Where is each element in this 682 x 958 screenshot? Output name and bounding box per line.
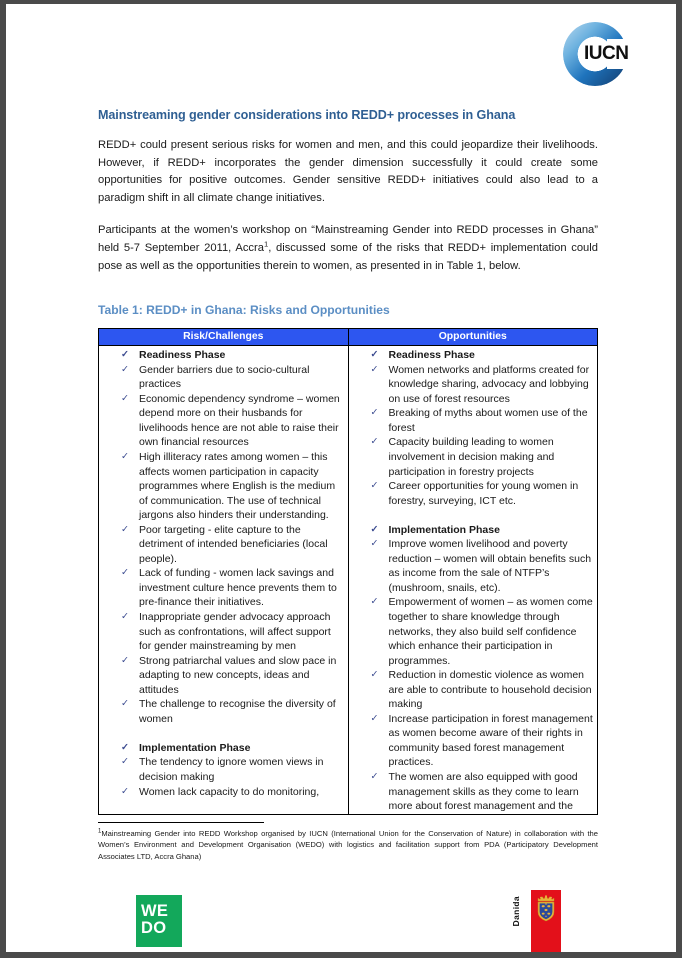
wedo-logo-line1: WE	[141, 902, 169, 920]
wedo-logo	[136, 895, 182, 947]
list-item	[353, 595, 594, 668]
list-item	[353, 363, 594, 407]
checkmark-icon: ✓	[121, 392, 129, 404]
list-item-label: The challenge to recognise the diversity of women	[139, 698, 336, 725]
risks-opportunities-table	[98, 328, 598, 814]
table-header-row	[99, 329, 598, 346]
table-header-risks: Risk/Challenges	[99, 329, 349, 346]
footnote-body: Mainstreaming Gender into REDD Workshop organised by IUCN (International Union for the Conservation of Nature) in collaboration with the Women’s Environment and Development Organisation (WEDO) with logistics and facilitation support from PDA (Participatory Development Associates LTD, Accra Ghana)	[98, 829, 598, 861]
footnote-separator	[98, 822, 264, 823]
intro-paragraph: REDD+ could present serious risks for women and men, and this could jeopardize their livelihoods. However, if REDD+ incorporates the gender dimension successfully it could create some opportunities for positive outcomes. Gender sensitive REDD+ initiatives could also lead to a paradigm shift in all climate change initiatives.	[98, 139, 598, 204]
danida-logo	[511, 890, 583, 952]
checkmark-icon: ✓	[121, 654, 129, 666]
list-item-label: Strong patriarchal values and slow pace in adapting to new concepts, ideas and attitudes	[139, 654, 337, 696]
list-item-label: Implementation Phase	[388, 523, 500, 536]
checkmark-icon: ✓	[121, 611, 129, 622]
list-item	[103, 523, 344, 567]
danish-coat-of-arms-icon	[534, 894, 558, 922]
list-item-label: High illiteracy rates among women – this affects women participation in capacity programmes where English is the medium of communication. The use of technical jargons also hinders their understanding.	[139, 450, 336, 522]
list-item	[353, 537, 594, 595]
list-item-label: Readiness Phase	[388, 349, 475, 362]
checkmark-icon: ✓	[121, 349, 129, 361]
table-header-opportunities: Opportunities	[348, 329, 598, 346]
checkmark-icon: ✓	[121, 567, 129, 579]
list-item	[103, 566, 344, 610]
list-item	[103, 654, 344, 698]
checkmark-icon: ✓	[121, 363, 129, 375]
checkmark-icon: ✓	[370, 523, 379, 535]
iucn-logo-text: IUCN	[584, 43, 629, 64]
danida-banner	[531, 890, 561, 952]
document-body	[98, 4, 598, 815]
checkmark-icon: ✓	[370, 407, 379, 419]
list-item	[103, 363, 344, 392]
list-item-label: Lack of funding - women lack savings and investment culture hence prevents them to pre-finance their initiatives.	[139, 567, 337, 609]
checkmark-icon: ✓	[370, 480, 379, 492]
checkmark-icon: ✓	[370, 596, 379, 608]
footnote-reference[interactable]: 1	[263, 239, 269, 249]
list-item-label: Empowerment of women – as women come together to share knowledge through networks, they also build self confidence which enhance their participation in programmes.	[388, 596, 593, 667]
list-item-label: Improve women livelihood and poverty reduction – women will obtain benefits such as income from the sale of NTFP’s (mushroom, snails, etc).	[388, 538, 592, 594]
checkmark-icon: ✓	[121, 741, 129, 753]
list-item-label: Capacity building leading to women involvement in decision making and participation in forestry projects	[388, 436, 555, 478]
participants-paragraph	[98, 207, 598, 275]
participants-paragraph-part1: Participants at the women’s workshop on “Mainstreaming Gender into REDD processes in Ghana” held 5-7 September 2011, Accra	[98, 224, 598, 254]
checkmark-icon: ✓	[370, 363, 379, 375]
checkmark-icon: ✓	[370, 349, 379, 361]
table-caption: Table 1: REDD+ in Ghana: Risks and Opportunities	[98, 303, 390, 318]
list-item	[353, 406, 594, 435]
participants-paragraph-part2: , discussed some of the risks that REDD+ implementation could pose as well as the opportunities therein to women, as presented in in Table 1, below.	[98, 241, 598, 272]
list-item-label: Gender barriers due to socio-cultural practices	[139, 363, 310, 391]
wedo-logo-line2: DO	[141, 919, 167, 937]
list-item	[103, 392, 344, 450]
list-item-label: The tendency to ignore women views in decision making	[139, 756, 324, 783]
checkmark-icon: ✓	[121, 450, 129, 462]
checkmark-icon: ✓	[121, 785, 129, 797]
checkmark-icon: ✓	[121, 523, 129, 535]
list-item	[103, 450, 344, 523]
checkmark-icon: ✓	[370, 770, 379, 782]
list-item-label: Increase participation in forest management as women become aware of their rights in community based forest management practices.	[388, 712, 593, 769]
checkmark-icon: ✓	[121, 756, 129, 768]
list-item-label: Poor targeting - elite capture to the detriment of intended beneficiaries (local people).	[139, 523, 328, 565]
footnote-text	[98, 828, 598, 862]
list-item-label: Breaking of myths about women use of the forest	[388, 407, 588, 434]
list-item	[353, 523, 594, 538]
list-item	[353, 712, 594, 770]
list-item	[103, 697, 344, 726]
list-item	[103, 741, 344, 756]
list-item-label: Implementation Phase	[139, 741, 251, 754]
opportunities-list	[353, 348, 594, 813]
list-item	[353, 348, 594, 363]
footnote-marker: 1	[98, 828, 102, 835]
list-item-label: The women are also equipped with good management skills as they come to learn more about forest management and the	[388, 770, 579, 813]
table-cell-risks	[99, 346, 349, 814]
checkmark-icon: ✓	[370, 436, 379, 448]
table-body-row	[99, 346, 598, 814]
list-item-label: Reduction in domestic violence as women are able to contribute to household decision making	[388, 669, 592, 711]
list-item-label: Inappropriate gender advocacy approach such as confrontations, will affect support for gender mainstreaming by men	[139, 611, 331, 653]
list-item	[103, 610, 344, 654]
list-item	[353, 770, 594, 814]
checkmark-icon: ✓	[370, 712, 379, 724]
checkmark-icon: ✓	[370, 538, 379, 550]
list-item-label: Women networks and platforms created for knowledge sharing, advocacy and lobbying on use of forest resources	[388, 363, 590, 405]
table-cell-opportunities	[348, 346, 598, 814]
list-item-label: Career opportunities for young women in forestry, surveying, ICT etc.	[388, 480, 579, 507]
checkmark-icon: ✓	[370, 669, 379, 681]
list-item	[103, 755, 344, 784]
list-item-label: Readiness Phase	[139, 349, 226, 362]
list-item	[353, 479, 594, 508]
danida-logo-text: Danida	[511, 896, 521, 927]
checkmark-icon: ✓	[121, 698, 129, 710]
risks-list	[103, 348, 344, 799]
list-item	[353, 668, 594, 712]
list-item	[103, 785, 344, 800]
list-item	[103, 348, 344, 363]
document-page	[6, 4, 676, 952]
page-title: Mainstreaming gender considerations into REDD+ processes in Ghana	[98, 108, 516, 122]
list-item-label: Women lack capacity to do monitoring,	[139, 785, 320, 798]
list-item-label: Economic dependency syndrome – women depend more on their husbands for livelihoods hence are not able to raise their own financial resources	[139, 392, 340, 449]
list-item	[353, 435, 594, 479]
